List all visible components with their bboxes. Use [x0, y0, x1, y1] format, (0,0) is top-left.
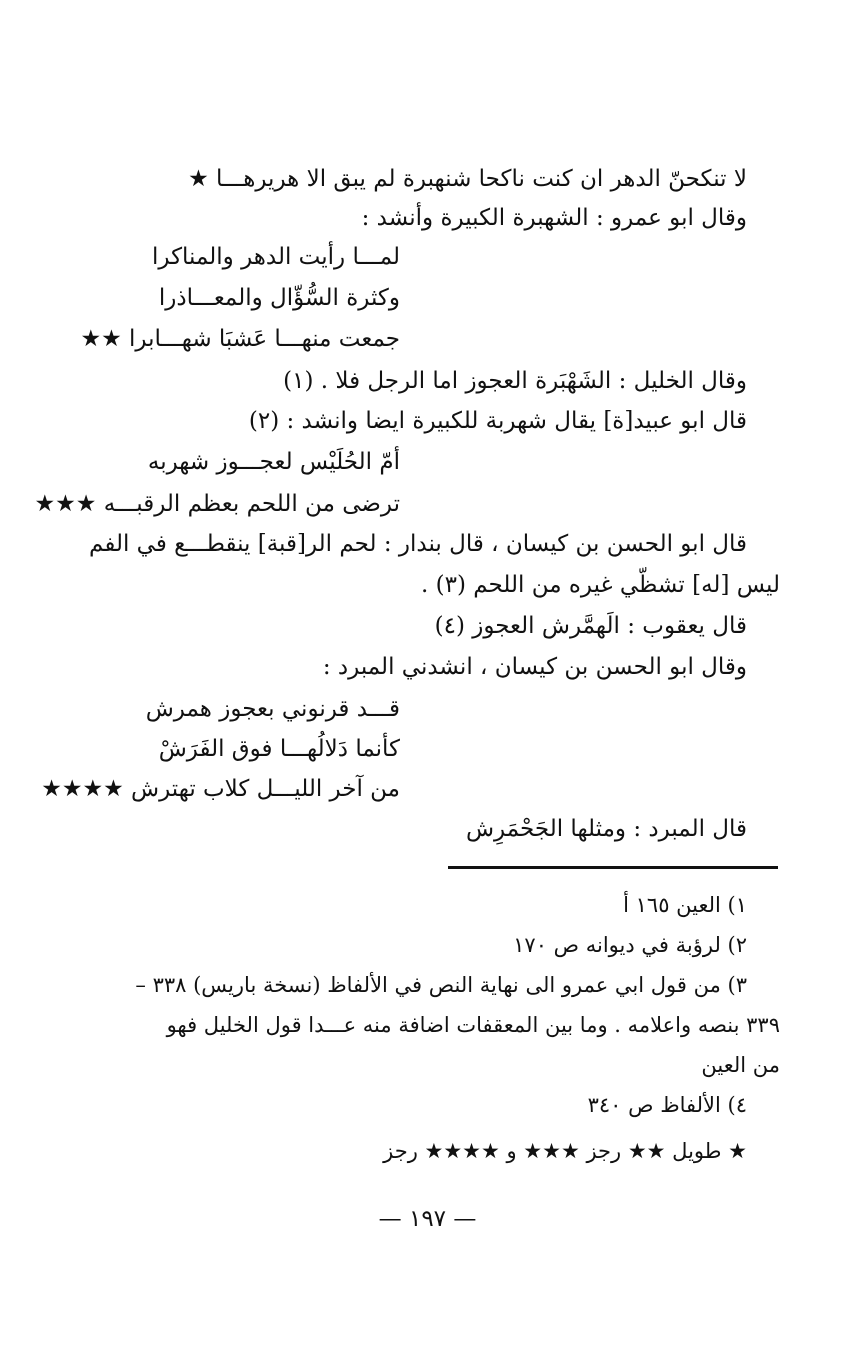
verse-line-16: من آخر الليـــل كلاب تهترش ★★★★ [41, 776, 400, 802]
verse-line-1: لا تنكحنّ الدهر ان كنت ناكحا شنهبرة لم يبق الا هريرهـــا ★ [188, 166, 747, 192]
footnote-3-end: من العين [701, 1053, 780, 1077]
text-line-12: قال يعقوب : الَهمَّرش العجوز (٤) [434, 613, 747, 639]
footnote-2: ٢) لرؤبة في ديوانه ص ١٧٠ [513, 933, 747, 957]
text-line-11: ليس [له] تشظّي غيره من اللحم (٣) . [420, 572, 780, 598]
verse-line-8: أمّ الحُلَيْس لعجـــوز شهربه [147, 449, 400, 475]
text-line-2: وقال ابو عمرو : الشهبرة الكبيرة وأنشد : [361, 205, 747, 231]
footnote-3: ٣) من قول ابي عمرو الى نهاية النص في الألفاظ (نسخة باريس) ٣٣٨ – [135, 973, 747, 997]
text-line-17: قال المبرد : ومثلها الجَحْمَرِش [465, 816, 747, 842]
text-line-13: وقال ابو الحسن بن كيسان ، انشدني المبرد : [322, 654, 747, 680]
footnote-4: ٤) الألفاظ ص ٣٤٠ [587, 1093, 747, 1117]
verse-line-15: كأنما دَلالُهـــا فوق الفَرَشْ [158, 736, 400, 762]
text-line-7: قال ابو عبيد[ة] يقال شهربة للكبيرة ايضا وانشد : (٢) [248, 408, 747, 434]
verse-line-14: قـــد قرنوني بعجوز همرش [145, 696, 400, 722]
footnote-separator [448, 866, 778, 869]
page-number: — ١٩٧ — [378, 1206, 477, 1232]
verse-line-4: وكثرة السُّؤّال والمعـــاذرا [158, 285, 400, 311]
footnote-1: ١) العين ١٦٥ أ [623, 893, 747, 917]
verse-line-3: لمـــا رأيت الدهر والمناكرا [151, 244, 400, 270]
footnote-3-cont: ٣٣٩ بنصه واعلامه . وما بين المعقفات اضافة منه عـــدا قول الخليل فهو [166, 1013, 780, 1037]
verse-line-9: ترضى من اللحم بعظم الرقبـــه ★★★ [34, 491, 400, 517]
meter-legend: ★ طويل ★★ رجز ★★★ و ★★★★ رجز [383, 1139, 747, 1163]
verse-line-5: جمعت منهـــا عَشبَا شهـــابرا ★★ [80, 326, 400, 352]
text-line-6: وقال الخليل : الشَهْبَرة العجوز اما الرجل فلا . (١) [283, 368, 747, 394]
text-line-10: قال ابو الحسن بن كيسان ، قال بندار : لحم الر[قبة] ينقطـــع في الفم [89, 531, 747, 557]
